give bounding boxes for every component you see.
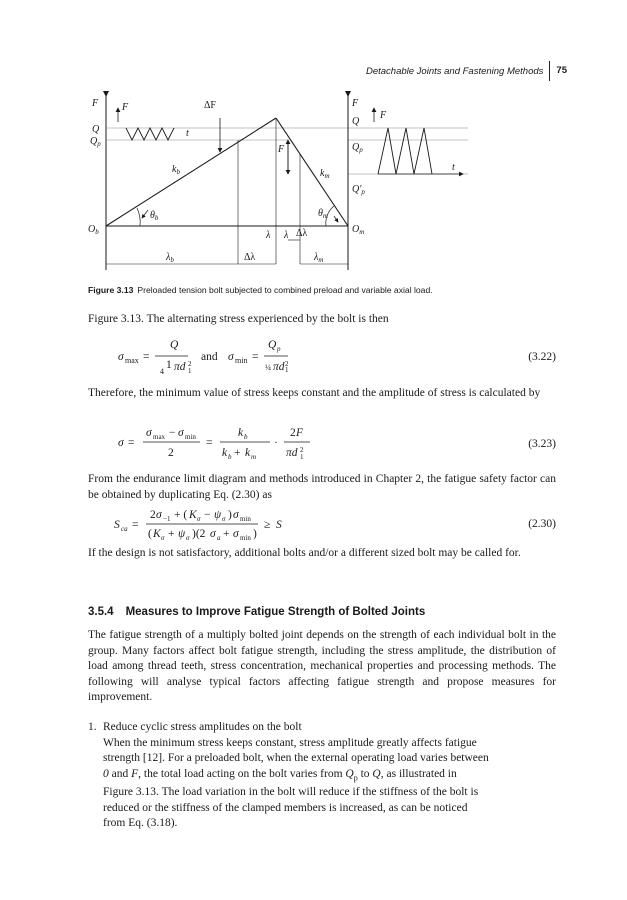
- svg-text:a: a: [217, 534, 221, 542]
- section-heading: [88, 606, 437, 618]
- svg-text:σ: σ: [178, 427, 184, 439]
- figure-caption-text: Preloaded tension bolt subjected to combined preload and variable axial load.: [137, 285, 433, 295]
- svg-text:+ (: + (: [174, 509, 188, 521]
- page-number: 75: [549, 61, 567, 81]
- label-lambda1: λ: [266, 230, 271, 241]
- svg-text:σ: σ: [118, 437, 124, 449]
- svg-text:): ): [253, 528, 257, 540]
- svg-text:S: S: [114, 519, 120, 531]
- svg-text:·: ·: [274, 437, 278, 449]
- paragraph-4: If the design is not satisfactory, additional bolts and/or a different sized bolt may be called for.: [88, 547, 521, 559]
- label-F-right: F: [352, 98, 359, 109]
- list-item-line-4: Figure 3.13. The load variation in the bolt will reduce if the stiffness of the bolt is: [103, 786, 479, 799]
- list-item-line-2: strength [12]. For a preloaded bolt, when the external operating load varies between: [103, 752, 489, 764]
- svg-text:σ: σ: [146, 427, 152, 439]
- label-F-left: F: [92, 98, 99, 109]
- svg-text:1: 1: [300, 453, 304, 461]
- svg-text:2: 2: [290, 427, 296, 439]
- label-Q-left: Q: [92, 124, 100, 135]
- list-item-line-1: When the minimum stress keeps constant, stress amplitude greatly affects fatigue: [103, 736, 477, 749]
- label-lambda-b: $\lambda_b$: [166, 252, 174, 264]
- svg-text:−1: −1: [163, 515, 171, 523]
- svg-text:σ: σ: [233, 528, 239, 540]
- svg-text:min: min: [240, 534, 251, 542]
- label-Qp-left: $Q_p$: [90, 136, 101, 148]
- bolt-stiffness-line: [106, 118, 276, 226]
- paragraph-2: Therefore, the minimum value of stress keeps constant and the amplitude of stress is calculated by: [88, 387, 541, 399]
- running-title: Detachable Joints and Fastening Methods: [365, 65, 544, 77]
- svg-text:2: 2: [300, 446, 304, 454]
- svg-text:σ: σ: [210, 528, 216, 540]
- label-Qp-right: $Q_p$: [352, 142, 363, 154]
- list-item-line-5: reduced or the stiffness of the clamped members is increased, as can be noticed: [103, 801, 468, 814]
- label-lambda-m: $\lambda_m$: [314, 252, 324, 264]
- svg-text:min: min: [185, 433, 196, 441]
- svg-text:k: k: [245, 447, 251, 459]
- equation-number-3-22: (3.22): [528, 351, 556, 363]
- label-kb: $k_b$: [172, 164, 180, 176]
- svg-text:+: +: [223, 528, 230, 540]
- svg-text:2: 2: [168, 447, 174, 459]
- svg-text:σ: σ: [233, 509, 239, 521]
- svg-text:b: b: [244, 433, 248, 441]
- svg-text:and: and: [201, 351, 218, 363]
- label-F-arrow-right: F: [380, 110, 387, 121]
- svg-text:=: =: [252, 351, 259, 363]
- list-item-title: Reduce cyclic stress amplitudes on the bolt: [103, 721, 302, 733]
- label-Ob: $O_b$: [88, 224, 99, 236]
- svg-text:σ: σ: [222, 515, 226, 523]
- svg-text:=: =: [132, 519, 139, 531]
- list-item: [88, 720, 556, 832]
- svg-text:ψ: ψ: [214, 509, 222, 521]
- svg-text:−: −: [169, 427, 176, 439]
- svg-text:Q: Q: [268, 339, 277, 351]
- label-km: $k_m$: [320, 168, 330, 180]
- svg-text:F: F: [296, 427, 304, 439]
- section-number: 3.5.4: [88, 606, 114, 618]
- equation-number-3-23: (3.23): [528, 438, 556, 450]
- equation-2-30: [88, 504, 556, 544]
- svg-text:1: 1: [188, 367, 192, 375]
- svg-text:k: k: [222, 447, 228, 459]
- svg-text:)(2: )(2: [192, 528, 206, 540]
- svg-text:≥: ≥: [264, 519, 271, 531]
- svg-text:−: −: [204, 509, 211, 521]
- svg-text:ca: ca: [121, 525, 128, 533]
- svg-text:πd: πd: [286, 447, 298, 459]
- svg-text:2: 2: [188, 360, 192, 368]
- label-theta-b: $\theta_b$: [150, 210, 159, 222]
- svg-text:4: 4: [160, 367, 164, 376]
- svg-text:σ: σ: [118, 351, 124, 363]
- svg-text:=: =: [128, 437, 135, 449]
- paragraph-3: From the endurance limit diagram and methods introduced in Chapter 2, the fatigue safety factor can be obtained by duplicating Eq. (2.30) as: [88, 473, 556, 501]
- svg-text:πd: πd: [273, 361, 285, 373]
- svg-text:=: =: [143, 351, 150, 363]
- svg-text:=: =: [206, 437, 213, 449]
- left-load-waveform: [126, 128, 174, 140]
- figure-caption: [88, 285, 433, 295]
- svg-text:b: b: [228, 453, 232, 461]
- running-header: [366, 61, 567, 81]
- svg-text:Q: Q: [170, 339, 179, 351]
- member-stiffness-line: [276, 118, 348, 226]
- label-t-left: t: [186, 128, 189, 139]
- list-item-line-3: 0 and F, the total load acting on the bolt varies from $Q_p$ to Q, as illustrated in: [103, 767, 457, 782]
- svg-text:¼: ¼: [265, 363, 271, 372]
- svg-text:min: min: [235, 356, 248, 365]
- svg-text:p: p: [277, 345, 281, 353]
- equation-number-2-30: (2.30): [528, 518, 556, 530]
- label-delta-lambda-bottom: Δλ: [244, 252, 256, 263]
- label-deltaF: ΔF: [204, 100, 216, 111]
- svg-text:+: +: [168, 528, 175, 540]
- svg-text:k: k: [238, 427, 244, 439]
- svg-text:+: +: [234, 447, 241, 459]
- label-F-arrow-left: F: [122, 102, 129, 113]
- label-Om: $O_m$: [352, 224, 365, 236]
- svg-text:σ: σ: [228, 351, 234, 363]
- svg-text:σ: σ: [197, 515, 201, 523]
- svg-text:2: 2: [285, 360, 289, 368]
- label-theta-m: $\theta_m$: [318, 208, 328, 220]
- figure-3-13: [88, 92, 468, 274]
- equation-3-22: [88, 332, 556, 382]
- svg-text:2: 2: [150, 509, 156, 521]
- svg-text:): ): [228, 509, 232, 521]
- section-title: Measures to Improve Fatigue Strength of Bolted Joints: [125, 606, 426, 618]
- svg-text:ψ: ψ: [178, 528, 186, 540]
- label-Qpp-right: $Q'_p$: [352, 184, 365, 196]
- svg-text:K: K: [153, 528, 161, 540]
- figure-caption-label: Figure 3.13: [88, 285, 134, 295]
- list-item-number: 1.: [88, 721, 97, 733]
- label-Q-right: Q: [352, 116, 360, 127]
- equation-3-23: [88, 420, 556, 468]
- label-F-mid: F: [278, 144, 285, 155]
- label-lambda2: λ: [284, 230, 289, 241]
- svg-text:min: min: [240, 515, 251, 523]
- svg-text:m: m: [251, 453, 257, 461]
- label-t-right: t: [452, 162, 455, 173]
- list-item-line-6: from Eq. (3.18).: [103, 817, 178, 830]
- label-delta-lambda-mid: Δλ: [296, 228, 308, 239]
- svg-text:πd: πd: [174, 361, 186, 373]
- right-load-waveform: [378, 128, 432, 174]
- paragraph-1: Figure 3.13. The alternating stress experienced by the bolt is then: [88, 313, 389, 325]
- svg-text:max: max: [153, 433, 166, 441]
- svg-text:σ: σ: [186, 534, 190, 542]
- svg-text:K: K: [189, 509, 197, 521]
- paragraph-5: The fatigue strength of a multiply bolted joint depends on the strength of each individual bolt in the group. Many factors affect bolt fatigue strength, including the stress amplitude, the distribution of load among thread teeth, stress concentration, mechanical properties and processing methods. The following will analyse typical factors affecting fatigue strength and propose measures for improvement.: [88, 629, 556, 703]
- svg-text:σ: σ: [161, 534, 165, 542]
- svg-text:σ: σ: [156, 509, 162, 521]
- svg-text:S: S: [276, 519, 282, 531]
- svg-text:1: 1: [285, 366, 289, 374]
- svg-text:(: (: [148, 528, 152, 540]
- svg-text:max: max: [125, 356, 139, 365]
- svg-text:1: 1: [166, 359, 172, 371]
